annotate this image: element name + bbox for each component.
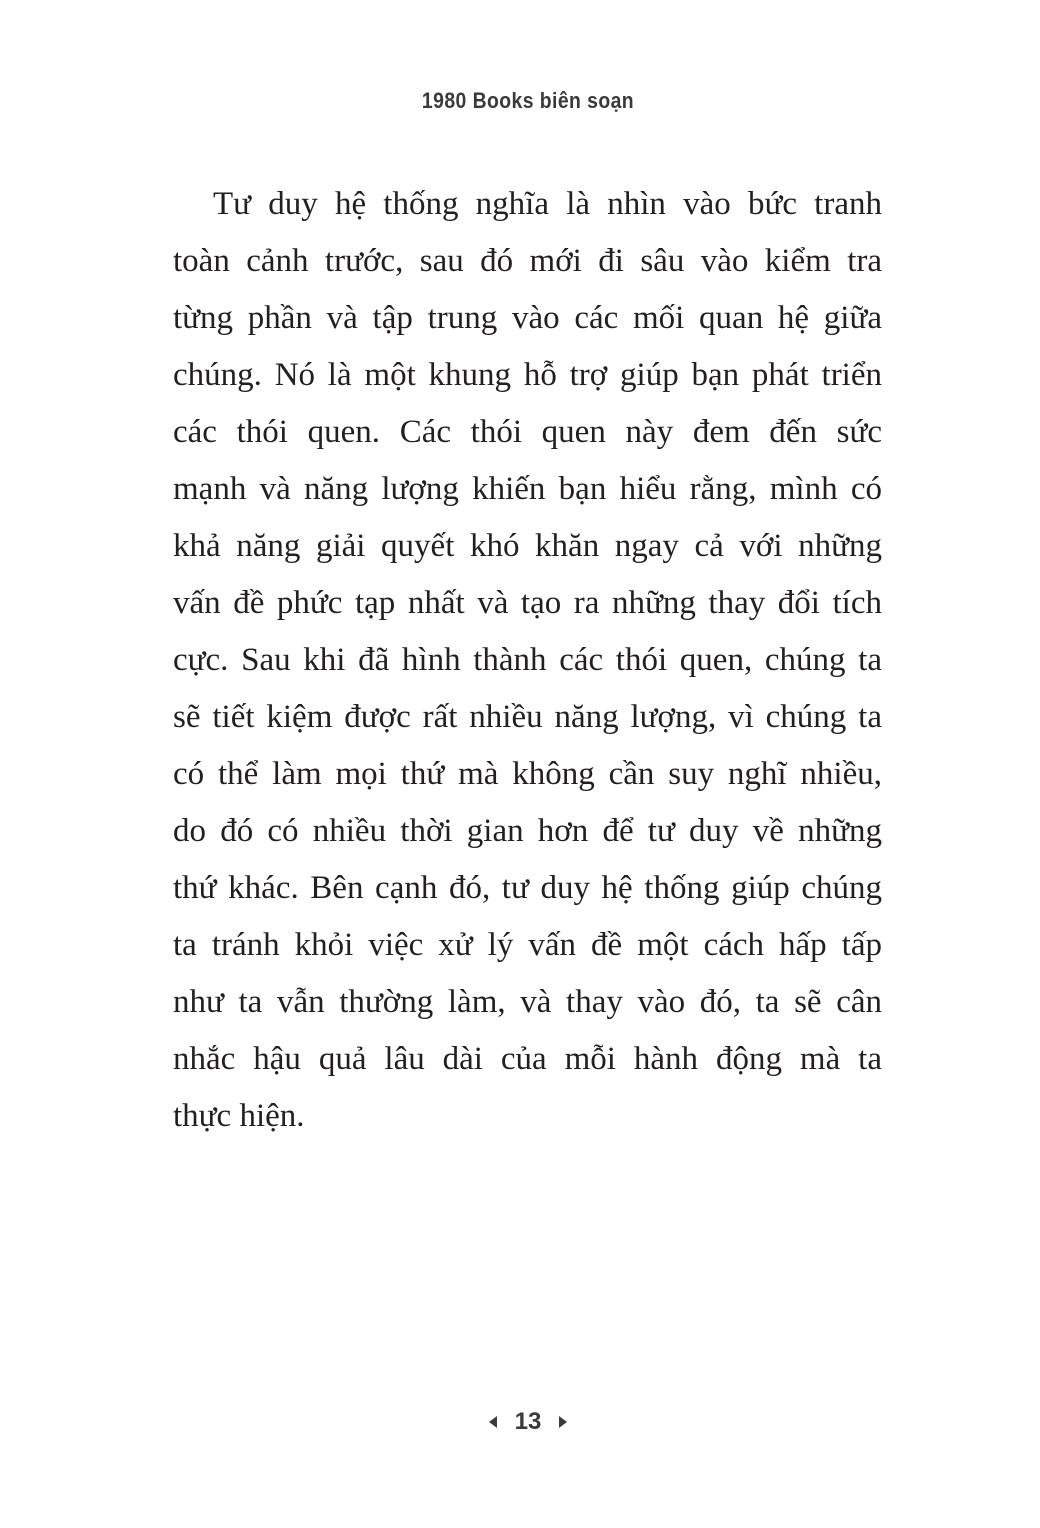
running-header: 1980 Books biên soạn	[421, 88, 635, 113]
text-line: các thói quen. Các thói quen này đem đến sức	[173, 414, 882, 450]
text-line: cực. Sau khi đã hình thành các thói quen, chúng ta	[173, 642, 882, 678]
body-paragraph	[173, 176, 882, 1145]
page-number: 13	[514, 1408, 542, 1435]
page-footer	[0, 1408, 1040, 1436]
text-line: khả năng giải quyết khó khăn ngay cả với những	[173, 528, 882, 564]
text-line: Tư duy hệ thống nghĩa là nhìn vào bức tranh	[213, 186, 882, 222]
text-line: có thể làm mọi thứ mà không cần suy nghĩ nhiều,	[173, 756, 882, 792]
text-line: mạnh và năng lượng khiến bạn hiểu rằng, mình có	[173, 471, 882, 507]
triangle-left-icon	[489, 1416, 497, 1428]
text-line: nhắc hậu quả lâu dài của mỗi hành động mà ta	[173, 1041, 882, 1077]
text-line: sẽ tiết kiệm được rất nhiều năng lượng, vì chúng ta	[173, 699, 882, 735]
text-line: vấn đề phức tạp nhất và tạo ra những thay đổi tích	[173, 585, 882, 621]
text-line: từng phần và tập trung vào các mối quan hệ giữa	[173, 300, 882, 336]
text-line: do đó có nhiều thời gian hơn để tư duy về những	[173, 813, 882, 849]
triangle-right-icon	[559, 1416, 567, 1428]
text-line: thực hiện.	[173, 1098, 305, 1134]
text-line: toàn cảnh trước, sau đó mới đi sâu vào kiểm tra	[173, 243, 882, 279]
text-line: như ta vẫn thường làm, và thay vào đó, ta sẽ cân	[173, 984, 882, 1020]
text-line: chúng. Nó là một khung hỗ trợ giúp bạn phát triển	[173, 357, 882, 393]
text-line: ta tránh khỏi việc xử lý vấn đề một cách hấp tấp	[173, 927, 882, 963]
text-line: thứ khác. Bên cạnh đó, tư duy hệ thống giúp chúng	[173, 870, 882, 906]
